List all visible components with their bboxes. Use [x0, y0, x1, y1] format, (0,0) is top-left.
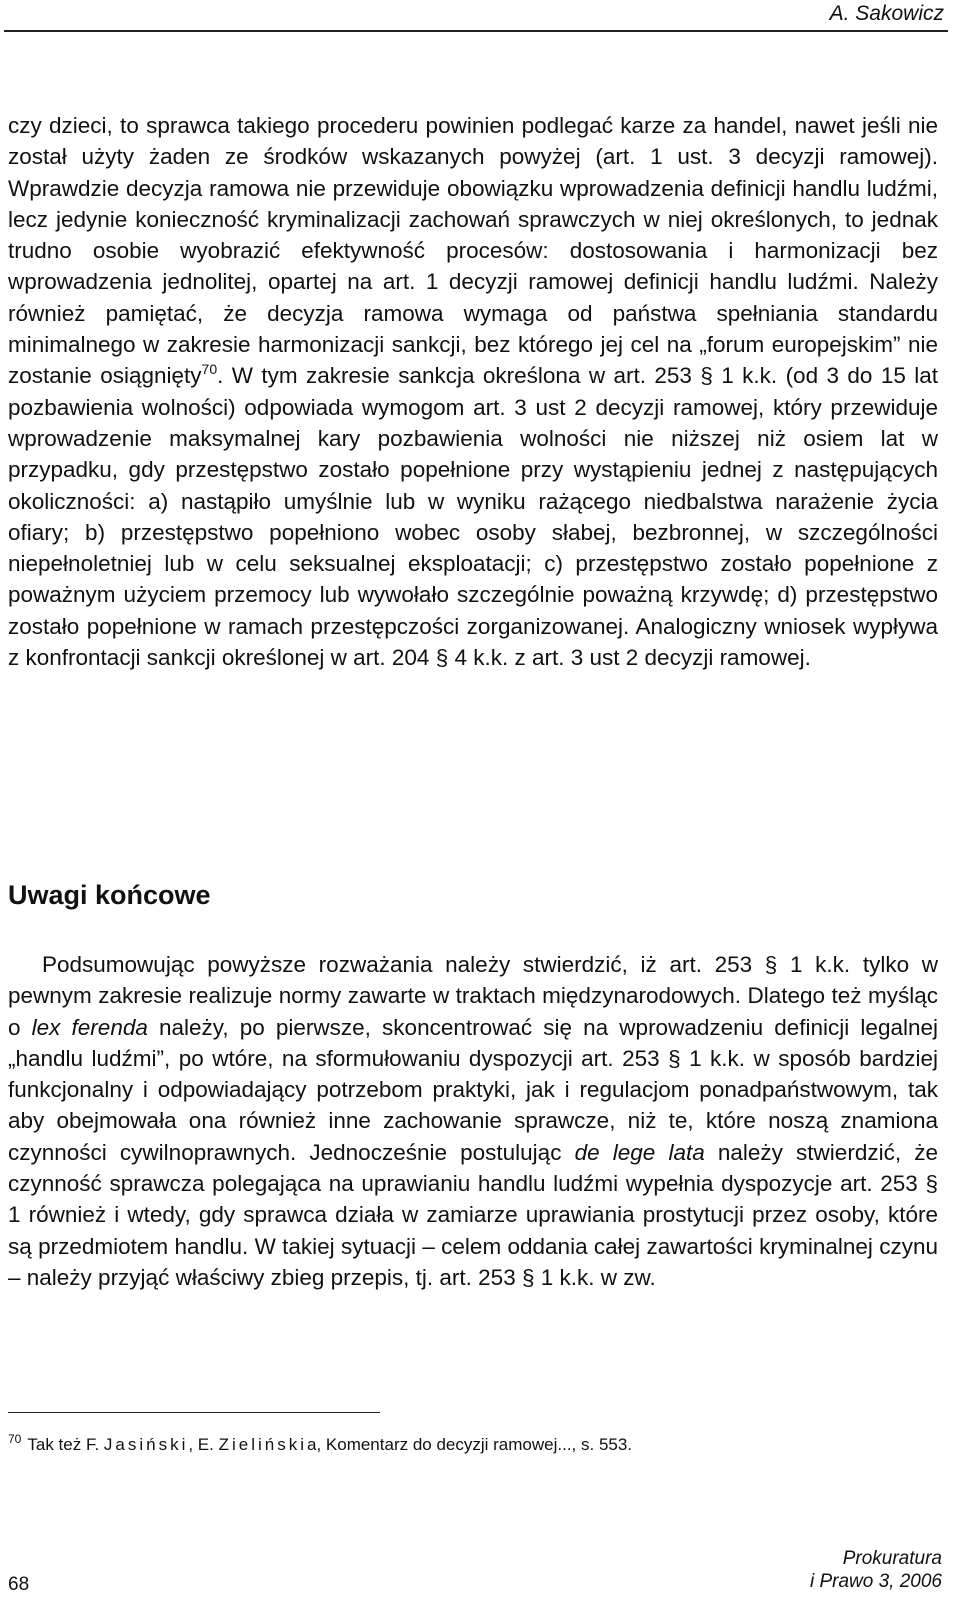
footnote-number: 70 — [8, 1432, 22, 1446]
paragraph-2-text-a: Podsumowując powyższe rozważania należy stwierdzić, iż art. 253 § 1 k.k. tylko w pewnym zakresie realizuje normy zawarte w traktach międzynarodowych. Dlatego też myśląc o — [8, 952, 938, 1040]
page-number: 68 — [8, 1574, 30, 1595]
footnote-author-1: Jasiński — [103, 1435, 189, 1454]
latin-term-de-lege-lata: de lege lata — [574, 1139, 705, 1165]
running-header — [4, 0, 948, 32]
body-paragraph-2 — [8, 949, 938, 1293]
section-heading: Uwagi końcowe — [8, 880, 211, 910]
header-author: A. Sakowicz — [829, 2, 944, 25]
paragraph-1-text-b: . W tym zakresie sankcja określona w art. 253 § 1 k.k. (od 3 do 15 lat pozbawienia wolności) odpowiada wymogom art. 3 ust 2 decyzji ramowej, który przewiduje wprowadzenie maksymalnej kary pozbawienia wolności nie niższej niż osiem lat w przypadku, gdy przestępstwo zostało popełnione przy wystąpieniu jednej z następujących okoliczności: a) nastąpiło umyślnie lub w wyniku rażącego niedbalstwa narażenie życia ofiary; b) przestępstwo popełniono wobec osoby słabej, bezbronnej, w szczególności niepełnoletniej lub w celu seksualnej eksploatacji; c) przestępstwo zostało popełnione z poważnym użyciem przemocy lub wywołało szczególnie poważną krzywdę; d) przestępstwo zostało popełnione w ramach przestępczości zorganizowanej. Analogiczny wniosek wypływa z konfrontacji sankcji określonej w art. 204 § 4 k.k. z art. 3 ust 2 decyzji ramowej. — [8, 363, 939, 671]
journal-title: Prokuratura — [842, 1548, 942, 1569]
journal-issue: i Prawo 3, 2006 — [809, 1571, 942, 1592]
journal-info — [810, 1547, 942, 1593]
paragraph-2-text-c: należy stwierdzić, że czynność sprawcza polegająca na uprawianiu handlu ludźmi wypełnia dyspozycje art. 253 § 1 również i wtedy, gdy sprawca działa w zamiarze uprawiania prostytucji przez osoby, które są przedmiotem handlu. W takiej sytuacji – celem oddania całej zawartości kryminalnej czynu – należy przyjąć właściwy zbieg przepis, tj. art. 253 § 1 k.k. w zw. — [8, 1139, 938, 1290]
footnote-separator — [8, 1412, 380, 1413]
footnote-suffix: a, Komentarz do decyzji ramowej..., s. 553. — [307, 1435, 633, 1454]
footnote-reference[interactable]: 70 — [201, 361, 218, 378]
footnote-author-2: Zieliński — [218, 1435, 307, 1454]
body-paragraph-1 — [8, 110, 938, 673]
latin-term-lex-ferenda: lex ferenda — [31, 1014, 148, 1040]
footnote-prefix: Tak też F. — [27, 1435, 104, 1454]
paragraph-1-text-a: czy dzieci, to sprawca takiego procederu powinien podlegać karze za handel, nawet jeśli nie został użyty żaden ze środków wskazanych powyżej (art. 1 ust. 3 decyzji ramowej). Wprawdzie decyzja ramowa nie przewiduje obowiązku wprowadzenia definicji handlu ludźmi, lecz jedynie konieczność kryminalizacji zachowań sprawczych w niej określonych, to jednak trudno osobie wyobrazić efektywność procesów: dostosowania i harmonizacji bez wprowadzenia jednolitej, opartej na art. 1 decyzji ramowej definicji handlu ludźmi. Należy również pamiętać, że decyzja ramowa wymaga od państwa spełniania standardu minimalnego w zakresie harmonizacji sankcji, bez którego jej cel na „forum europejskim” nie zostanie osiągnięty — [8, 113, 938, 389]
footnote-mid: , E. — [188, 1435, 219, 1454]
footnote — [8, 1428, 938, 1456]
paragraph-2-text-b: należy, po pierwsze, skoncentrować się na wprowadzeniu definicji legalnej „handlu ludźmi”, po wtóre, na sformułowaniu dyspozycji art. 253 § 1 k.k. w sposób bardziej funkcjonalny i odpowiadający potrzebom praktyki, jak i regulacjom ponadpaństwowym, tak aby obejmowała ona również inne zachowanie sprawcze, niż te, które noszą znamiona czynności cywilnoprawnych. Jednocześnie postulując — [8, 1014, 938, 1165]
